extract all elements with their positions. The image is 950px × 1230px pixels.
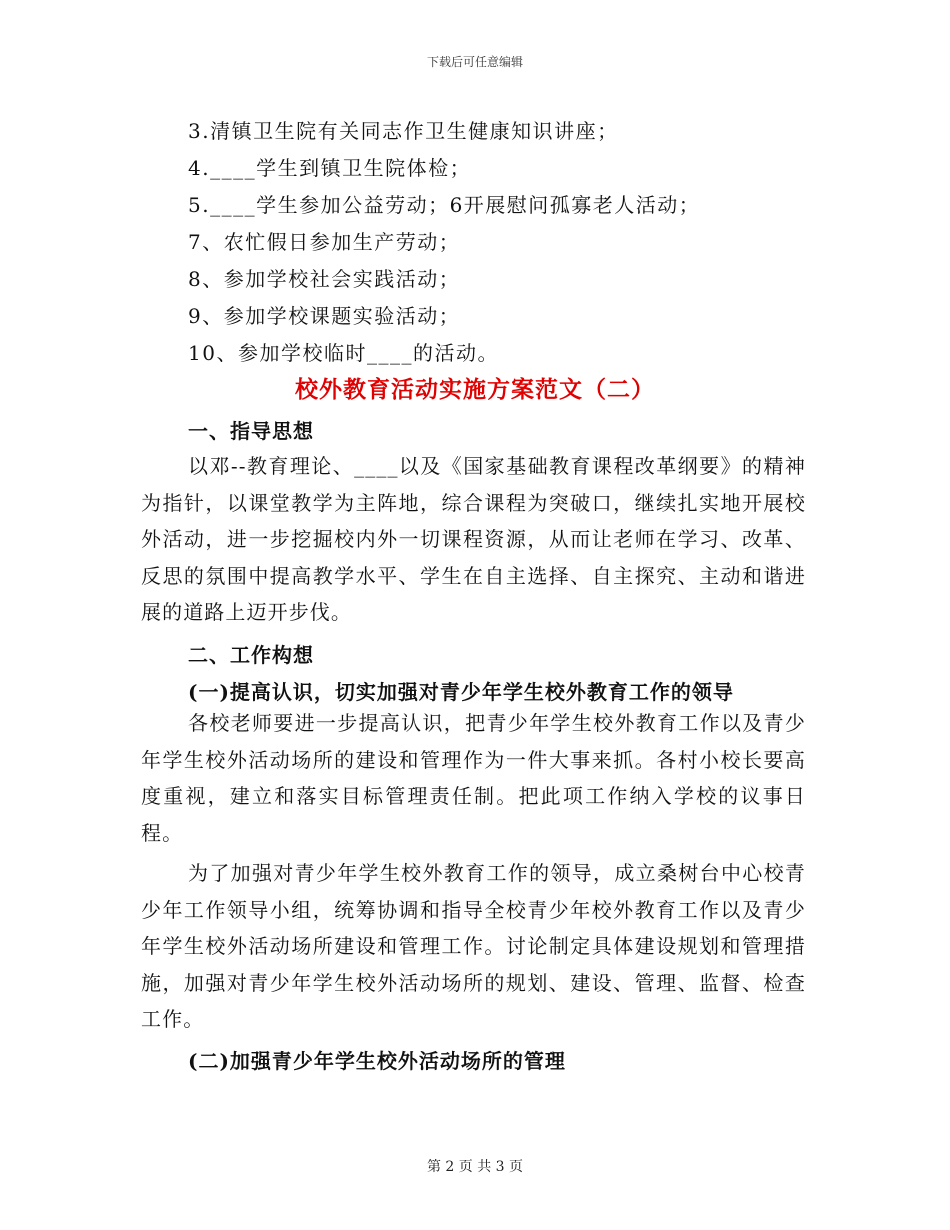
sub2-heading: (二)加强青少年学生校外活动场所的管理 — [188, 1049, 566, 1073]
list-item: 7、农忙假日参加生产劳动； — [188, 230, 461, 254]
list-item: 3.清镇卫生院有关同志作卫生健康知识讲座； — [188, 119, 619, 143]
guiding-heading: 一、指导思想 — [188, 419, 314, 443]
list-item: 9、参加学校课题实验活动； — [188, 304, 461, 328]
list-item: 10、参加学校临时____的活动。 — [188, 341, 499, 365]
work-heading: 二、工作构想 — [188, 643, 314, 667]
activity-list — [188, 113, 700, 372]
list-item: 4.____学生到镇卫生院体检； — [188, 156, 472, 180]
sub1-heading: (一)提高认识，切实加强对青少年学生校外教育工作的领导 — [188, 680, 734, 704]
guiding-paragraph: 以邓--教育理论、____以及《国家基础教育课程改革纲要》的精神为指针，以课堂教学为主阵地，综合课程为突破口，继续扎实地开展校外活动，进一步挖掘校内外一切课程资源，从而让老师在学习、改革、反思的氛围中提高教学水平、学生在自主选择、自主探究、主动和谐进展的道路上迈开步伐。 — [141, 454, 806, 624]
list-item: 8、参加学校社会实践活动； — [188, 267, 461, 291]
sub1-paragraph-2: 为了加强对青少年学生校外教育工作的领导，成立桑树台中心校青少年工作领导小组，统筹协调和指导全校青少年校外教育工作以及青少年学生校外活动场所建设和管理工作。讨论制定具体建设规划和管理措施，加强对青少年学生校外活动场所的规划、建设、管理、监督、检查工作。 — [141, 861, 806, 1031]
page-number: 第 2 页 共 3 页 — [426, 1159, 524, 1175]
section-title: 校外教育活动实施方案范文（二） — [295, 376, 655, 403]
sub1-paragraph-1: 各校老师要进一步提高认识，把青少年学生校外教育工作以及青少年学生校外活动场所的建设和管理作为一件大事来抓。各村小校长要高度重视，建立和落实目标管理责任制。把此项工作纳入学校的议事日程。 — [141, 711, 806, 845]
page-header-note: 下载后可任意编辑 — [426, 55, 523, 69]
list-item: 5.____学生参加公益劳动；6开展慰问孤寡老人活动； — [188, 193, 701, 217]
